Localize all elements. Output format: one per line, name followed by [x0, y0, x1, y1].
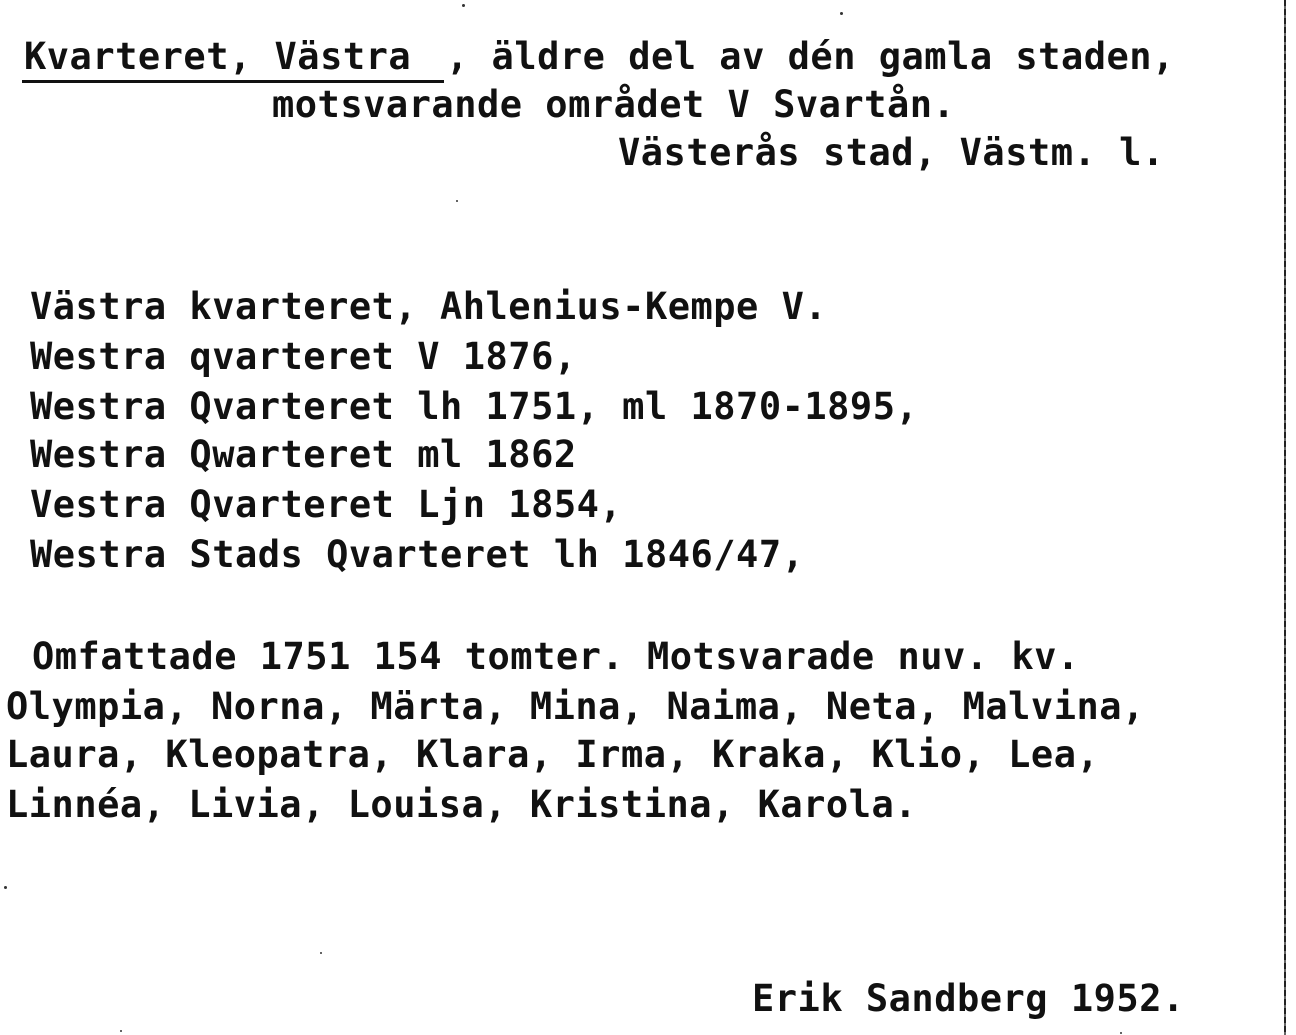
heading-headword: Kvarteret, Västra: [24, 35, 412, 78]
scan-speck: [120, 1030, 122, 1032]
note-line: Olympia, Norna, Märta, Mina, Naima, Neta, Malvina,: [6, 685, 1145, 728]
scan-speck: [462, 4, 465, 7]
scan-speck: [1120, 1032, 1122, 1034]
variant-line: Vestra Qvarteret Ljn 1854,: [30, 483, 623, 526]
scan-speck: [4, 886, 7, 889]
scan-speck: [840, 12, 843, 15]
variant-line: Westra Qvarteret lh 1751, ml 1870-1895,: [30, 385, 919, 428]
variant-line: Västra kvarteret, Ahlenius-Kempe V.: [30, 285, 828, 328]
signature: Erik Sandberg 1952.: [752, 977, 1185, 1020]
note-line: Omfattade 1751 154 tomter. Motsvarade nuv. kv.: [32, 635, 1080, 678]
heading-description: , äldre del av dén gamla staden,: [446, 35, 1175, 78]
scan-speck: [456, 200, 458, 202]
note-line: Linnéa, Livia, Louisa, Kristina, Karola.: [6, 783, 918, 826]
variant-line: Westra qvarteret V 1876,: [30, 335, 577, 378]
note-line: Laura, Kleopatra, Klara, Irma, Kraka, Klio, Lea,: [6, 733, 1100, 776]
card-edge: [1284, 0, 1286, 1035]
heading-line-2: motsvarande området V Svartån.: [272, 83, 956, 126]
variant-line: Westra Stads Qvarteret lh 1846/47,: [30, 533, 805, 576]
variant-line: Westra Qwarteret ml 1862: [30, 433, 577, 476]
heading-location: Västerås stad, Västm. l.: [618, 131, 1165, 174]
scan-speck: [320, 952, 322, 954]
